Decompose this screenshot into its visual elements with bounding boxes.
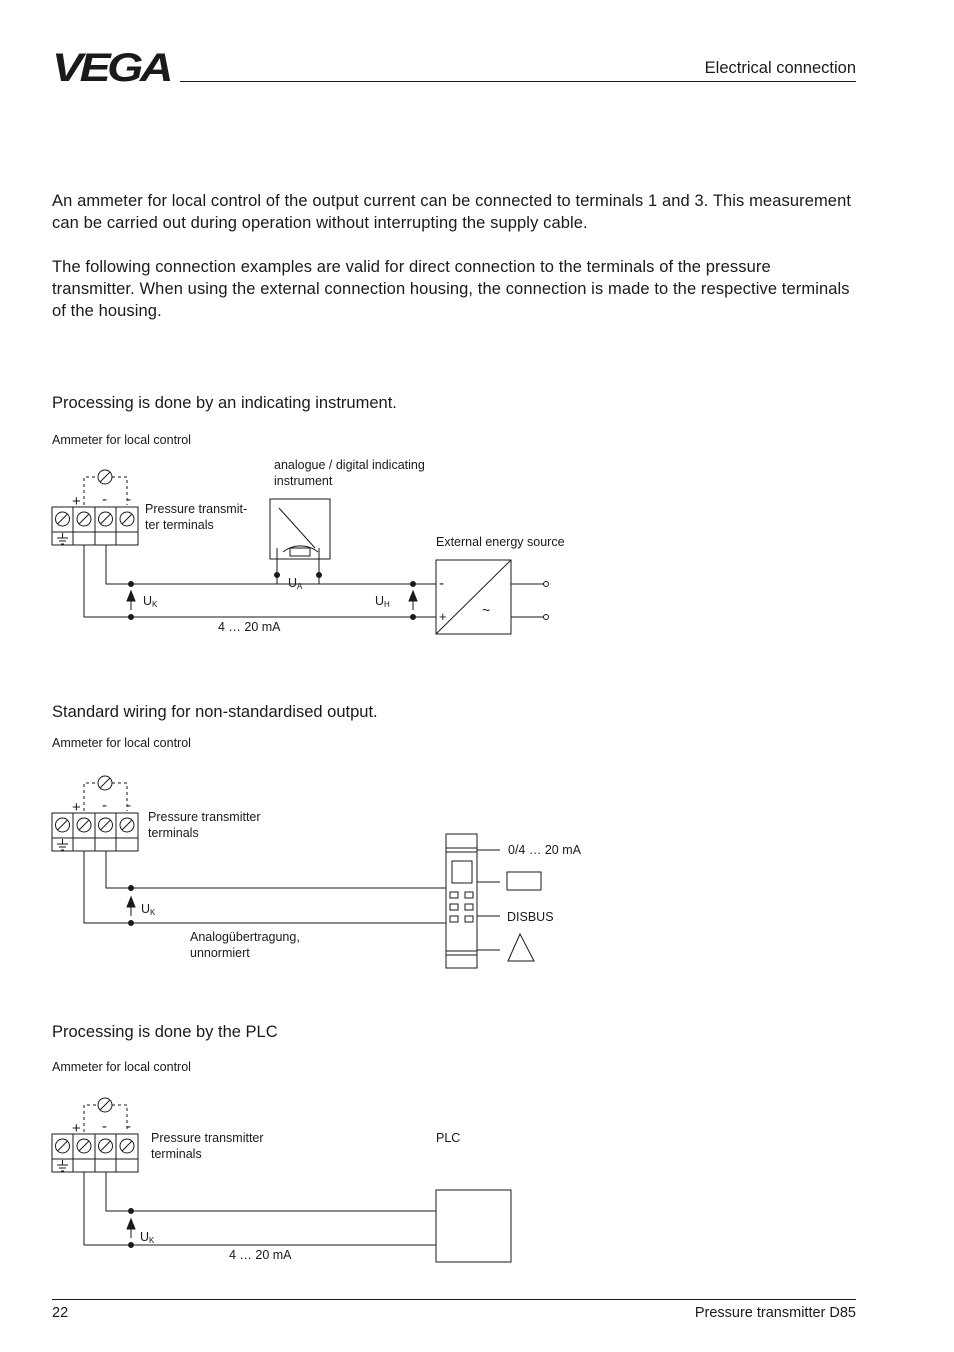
output-load bbox=[507, 872, 541, 890]
plc-box bbox=[436, 1190, 511, 1262]
example3-ammeter-label: Ammeter for local control bbox=[52, 1060, 191, 1074]
page-number: 22 bbox=[52, 1305, 69, 1321]
example2-terminals-label: Pressure transmitter terminals bbox=[148, 810, 261, 840]
indicating-instrument bbox=[270, 499, 330, 559]
example2-disbus-label: DISBUS bbox=[507, 910, 554, 924]
voltage-arrow-uk bbox=[127, 1219, 135, 1238]
example1-instrument-label: analogue / digital indicating instrument bbox=[274, 458, 425, 488]
intro-paragraph-1: An ammeter for local control of the output current can be connected to terminals 1 and 3. This measurement can be carried out during operation without interrupting the supply cable. bbox=[52, 192, 852, 232]
example1-ua-label: $U_A$ bbox=[288, 576, 303, 591]
source-ac-symbol: ~ bbox=[482, 602, 491, 618]
voltage-arrow-uh bbox=[409, 591, 417, 610]
terminal-block bbox=[52, 1134, 138, 1172]
plus-sign: + bbox=[72, 1120, 81, 1137]
source-minus: - bbox=[439, 575, 444, 592]
example1-uh-label: $U_H$ bbox=[375, 594, 390, 609]
example2-ammeter-label: Ammeter for local control bbox=[52, 736, 191, 750]
voltage-arrow-uk bbox=[127, 897, 135, 916]
minus-sign: - bbox=[126, 797, 131, 814]
intro-paragraph-2: The following connection examples are valid for direct connection to the terminals of the pressure transmitter. When using the external connection housing, the connection is made to the respective terminals of the housing. bbox=[52, 258, 850, 320]
minus-sign: - bbox=[102, 1118, 107, 1135]
example3-uk-label: $U_K$ bbox=[140, 1230, 155, 1245]
example1-terminals-label: Pressure transmit- ter terminals bbox=[145, 502, 248, 532]
example2-output-label: 0/4 … 20 mA bbox=[508, 843, 581, 857]
voltage-arrow-uk bbox=[127, 591, 135, 610]
example3-heading: Processing is done by the PLC bbox=[52, 1023, 278, 1041]
example3-plc-label: PLC bbox=[436, 1131, 461, 1145]
document-title: Pressure transmitter D85 bbox=[694, 1305, 856, 1321]
header-rule bbox=[180, 81, 856, 82]
terminal-block bbox=[52, 813, 138, 851]
din-module bbox=[446, 834, 500, 968]
minus-sign: - bbox=[102, 797, 107, 814]
footer-rule bbox=[52, 1299, 856, 1300]
disbus-triangle-icon bbox=[508, 934, 534, 961]
vega-logo bbox=[52, 48, 172, 86]
plus-sign: + bbox=[72, 799, 81, 816]
example1-energy-label: External energy source bbox=[436, 535, 565, 549]
energy-source bbox=[436, 560, 549, 634]
example1-uk-label: $U_K$ bbox=[143, 594, 158, 609]
minus-sign: - bbox=[102, 491, 107, 508]
example1-heading: Processing is done by an indicating instrument. bbox=[52, 394, 397, 412]
plus-sign: + bbox=[72, 493, 81, 510]
example2-uk-label: $U_K$ bbox=[141, 902, 156, 917]
example1-current-label: 4 … 20 mA bbox=[218, 620, 281, 634]
example2-wiring-diagram bbox=[0, 766, 954, 976]
terminal-block bbox=[52, 507, 138, 545]
source-plus: + bbox=[439, 609, 447, 624]
minus-sign: - bbox=[126, 1118, 131, 1135]
example3-terminals-label: Pressure transmitter terminals bbox=[151, 1131, 264, 1161]
example2-analog-label: Analogübertragung, unnormiert bbox=[190, 930, 300, 960]
minus-sign: - bbox=[126, 491, 131, 508]
junction-dots bbox=[129, 573, 416, 620]
example1-ammeter-label: Ammeter for local control bbox=[52, 433, 191, 447]
example1-wiring-diagram bbox=[0, 460, 954, 660]
svg-text:VEGA: VEGA bbox=[52, 48, 171, 86]
example3-current-label: 4 … 20 mA bbox=[229, 1248, 292, 1262]
section-title: Electrical connection bbox=[704, 59, 856, 77]
example2-heading: Standard wiring for non-standardised output. bbox=[52, 703, 378, 721]
